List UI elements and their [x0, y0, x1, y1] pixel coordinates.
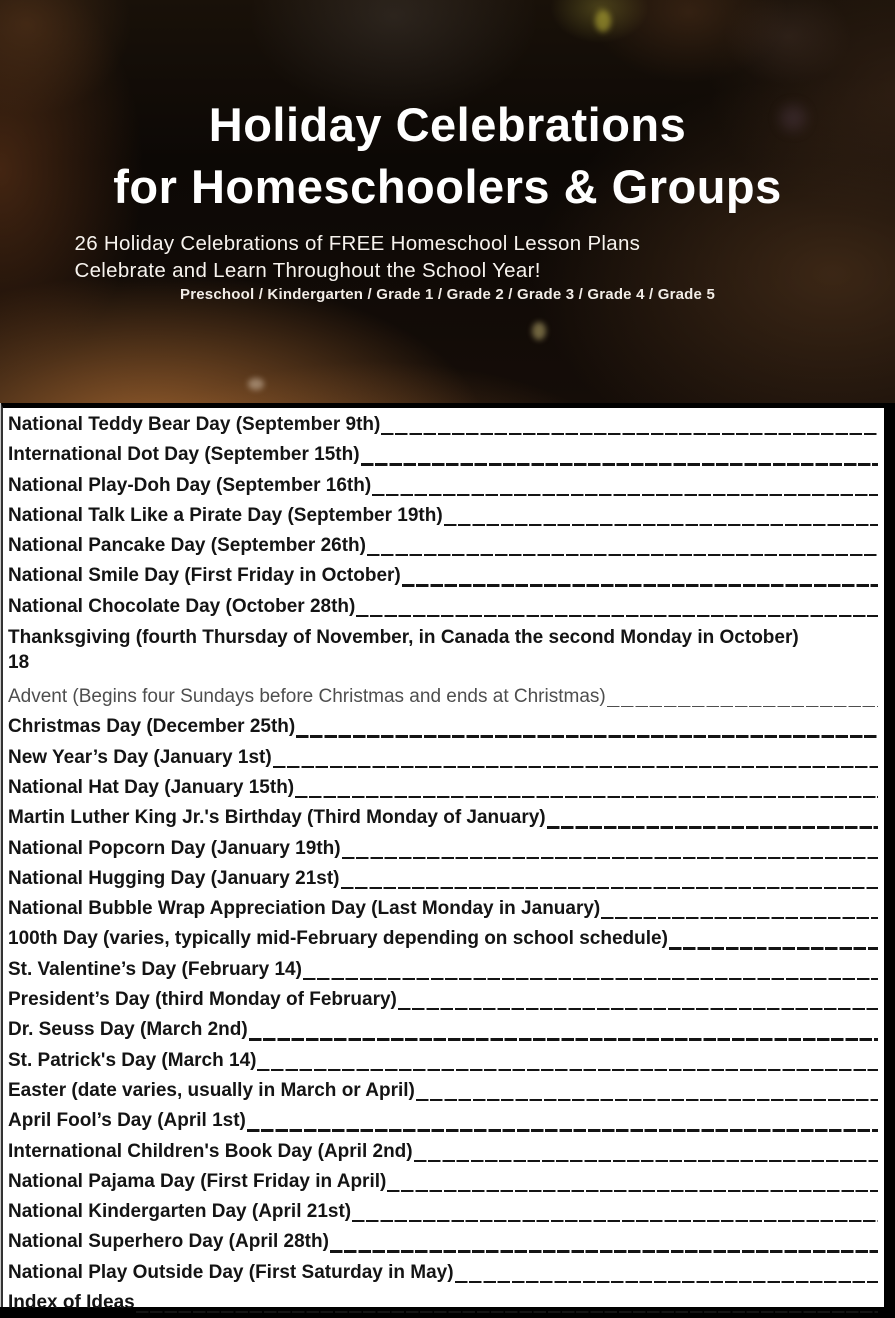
leader-line	[372, 471, 878, 501]
leader-line	[330, 1227, 878, 1257]
toc-entry-label: National Popcorn Day (January 19th)	[8, 837, 341, 859]
leader-line	[247, 1106, 878, 1136]
leader-line	[273, 743, 878, 773]
toc-row	[8, 864, 884, 894]
toc-row	[8, 712, 884, 742]
leader-line	[361, 440, 878, 470]
bokeh-light	[248, 378, 264, 390]
leader-line	[303, 955, 878, 985]
leader-line	[607, 682, 878, 712]
toc-row	[8, 682, 884, 712]
toc-entry-label: 100th Day (varies, typically mid-February depending on school schedule)	[8, 928, 668, 950]
toc-entry-label: National Teddy Bear Day (September 9th)	[8, 414, 381, 435]
toc-row	[8, 955, 884, 985]
toc-entry-label: National Hugging Day (January 21st)	[8, 867, 340, 889]
leader-line	[414, 1137, 878, 1167]
toc-entry-label: National Pajama Day (First Friday in April)	[8, 1170, 387, 1192]
toc-row	[8, 834, 884, 864]
toc-row	[8, 622, 884, 682]
toc-entry-label: National Play Outside Day (First Saturday in May)	[8, 1261, 454, 1283]
toc-entry-label: Dr. Seuss Day (March 2nd)	[8, 1019, 248, 1041]
toc-row	[8, 1106, 884, 1136]
toc-row	[8, 1197, 884, 1227]
subtitle-line2: Celebrate and Learn Throughout the School Year!	[74, 259, 541, 282]
leader-line	[416, 1076, 878, 1106]
subtitle-line1: 26 Holiday Celebrations of FREE Homeschool Lesson Plans	[74, 232, 641, 255]
toc-row	[8, 773, 884, 803]
toc-row	[8, 592, 884, 622]
leader-line	[257, 1046, 878, 1076]
leader-line	[387, 1167, 878, 1197]
toc-row	[8, 1015, 884, 1045]
toc-row	[8, 894, 884, 924]
toc-entry-label: National Superhero Day (April 28th)	[8, 1231, 329, 1253]
leader-line	[295, 773, 878, 803]
toc-entry-label: Easter (date varies, usually in March or April)	[8, 1079, 415, 1101]
toc-entry-label: International Dot Day (September 15th)	[8, 444, 360, 466]
toc-entry-label: National Pancake Day (September 26th)	[8, 535, 366, 557]
toc-entry-label: Christmas Day (December 25th)	[8, 716, 296, 738]
leader-line	[669, 924, 878, 954]
leader-line	[367, 531, 878, 561]
toc-row	[8, 471, 884, 501]
page-title-line1: Holiday Celebrations	[208, 98, 687, 151]
bokeh-light	[532, 322, 546, 340]
toc-entry-label: Advent (Begins four Sundays before Christmas and ends at Christmas)	[8, 686, 606, 708]
toc-entry-label: Thanksgiving (fourth Thursday of November, in Canada the second Monday in October)	[8, 627, 799, 649]
toc-entry-label: National Hat Day (January 15th)	[8, 776, 295, 798]
toc-entry-label: St. Patrick's Day (March 14)	[8, 1049, 257, 1071]
toc-entry-label: President’s Day (third Monday of February)	[8, 989, 397, 1011]
page-title-line2: for Homeschoolers & Groups	[113, 160, 782, 213]
toc-entry-label: Index of Ideas	[8, 1292, 135, 1314]
toc-row	[8, 501, 884, 531]
page-title	[65, 94, 831, 218]
toc-entry-label: Martin Luther King Jr.'s Birthday (Third Monday of January)	[8, 807, 546, 829]
leader-line	[249, 1015, 878, 1045]
leader-line	[352, 1197, 878, 1227]
toc-entry-label: National Play-Doh Day (September 16th)	[8, 474, 372, 496]
leader-line	[547, 803, 878, 833]
toc-row	[8, 1076, 884, 1106]
toc-entry-label: April Fool’s Day (April 1st)	[8, 1110, 246, 1132]
toc-row	[8, 440, 884, 470]
toc-row	[8, 1258, 884, 1288]
leader-line	[455, 1258, 878, 1288]
toc-row	[8, 803, 884, 833]
leader-line	[342, 834, 878, 864]
toc-row	[8, 1046, 884, 1076]
leader-line	[398, 985, 878, 1015]
page-number: 18	[8, 651, 30, 673]
leader-line	[296, 712, 878, 742]
toc-entry-label: International Children's Book Day (April 2nd)	[8, 1140, 413, 1162]
toc-row	[8, 743, 884, 773]
leader-line	[444, 501, 878, 531]
hero-content	[65, 94, 831, 303]
toc-entry-label: National Talk Like a Pirate Day (September 19th)	[8, 504, 443, 526]
toc-row	[8, 1137, 884, 1167]
leader-line	[356, 592, 878, 622]
toc-row	[8, 1227, 884, 1257]
toc-row	[8, 924, 884, 954]
hero-banner	[0, 0, 895, 403]
leader-line	[402, 561, 878, 591]
toc-row	[8, 1167, 884, 1197]
leader-line	[136, 1288, 878, 1318]
toc-row	[8, 1288, 884, 1318]
toc-entry-label: St. Valentine’s Day (February 14)	[8, 958, 302, 980]
toc-entry-label: National Kindergarten Day (April 21st)	[8, 1201, 352, 1223]
bokeh-light	[595, 10, 611, 32]
toc-entry-label: National Chocolate Day (October 28th)	[8, 595, 356, 617]
toc-row	[8, 410, 884, 440]
table-of-contents	[1, 403, 895, 1314]
leader-line	[341, 864, 878, 894]
toc-row	[8, 531, 884, 561]
toc-row	[8, 561, 884, 591]
leader-line	[381, 410, 878, 440]
toc-entry-label: National Bubble Wrap Appreciation Day (Last Monday in January)	[8, 898, 601, 920]
toc-row	[8, 985, 884, 1015]
toc-entry-label: National Smile Day (First Friday in October)	[8, 565, 401, 587]
toc-entry-label: New Year’s Day (January 1st)	[8, 746, 272, 768]
leader-line	[601, 894, 878, 924]
grade-levels: Preschool / Kindergarten / Grade 1 / Grade 2 / Grade 3 / Grade 4 / Grade 5	[180, 286, 715, 303]
